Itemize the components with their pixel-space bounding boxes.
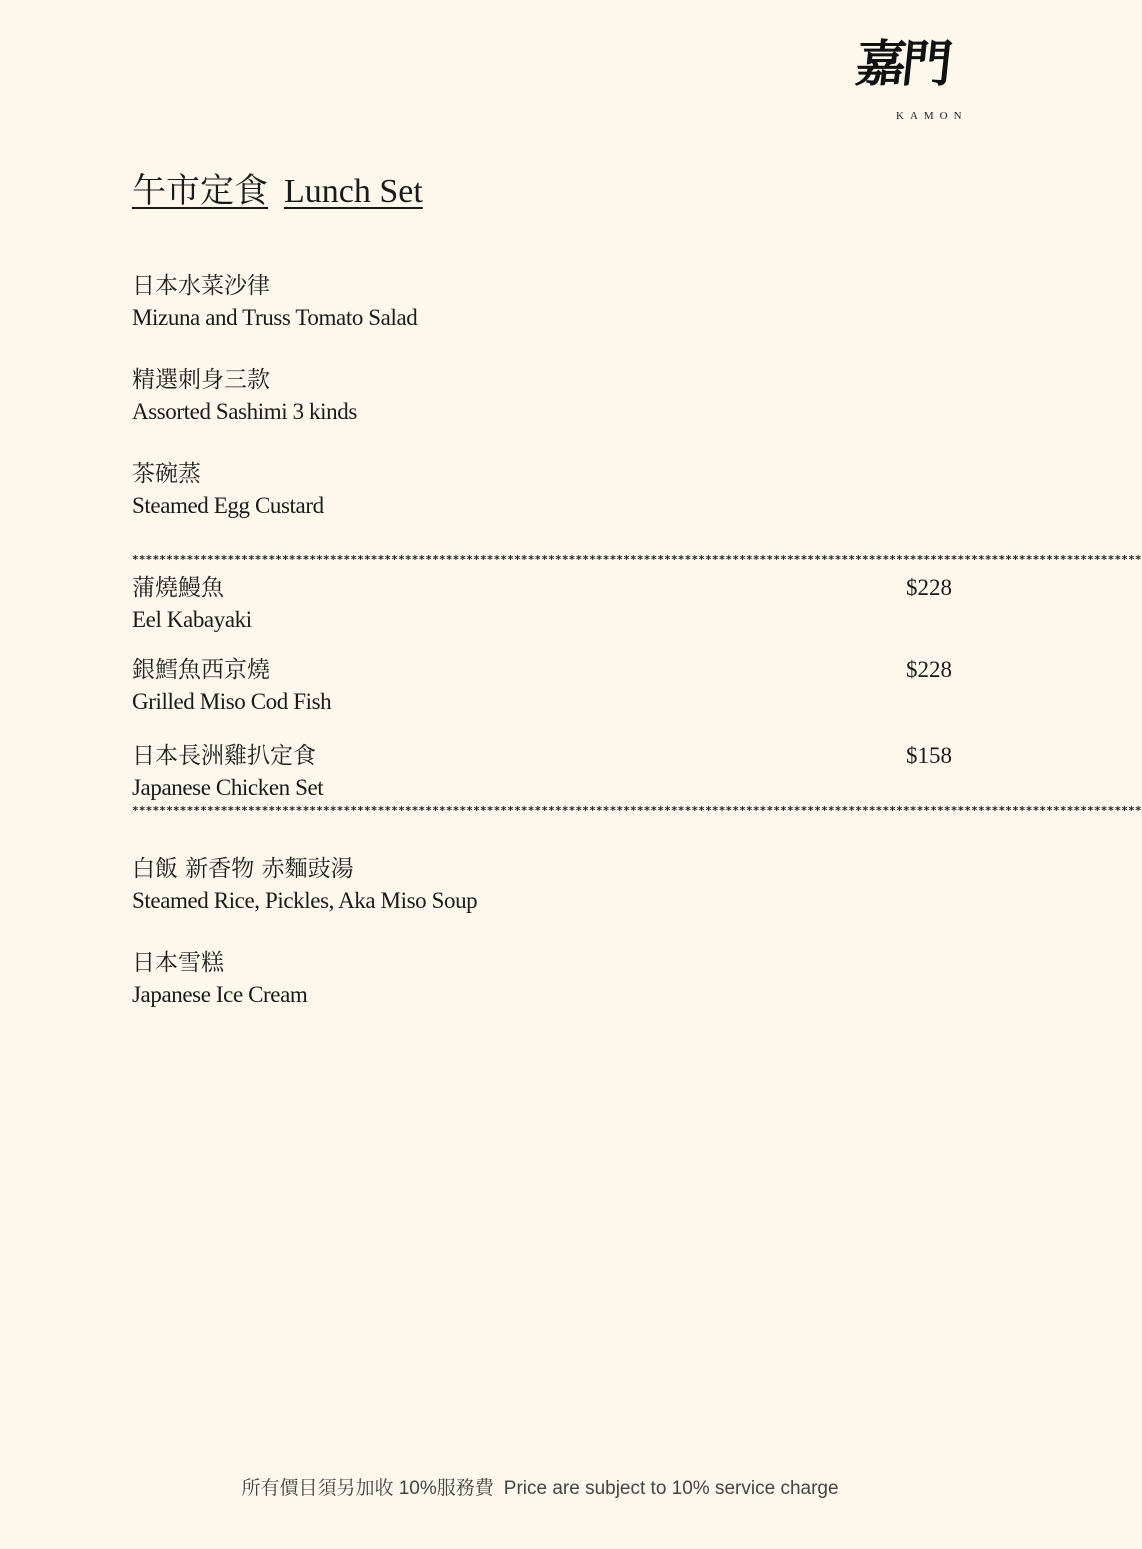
side-zh: 日本雪糕 xyxy=(132,950,224,976)
main-item xyxy=(132,574,952,634)
separator-top: **************************************************************************************************************************************************** xyxy=(132,553,1142,566)
footer-en: Price are subject to 10% service charge xyxy=(503,1478,839,1499)
side-item xyxy=(132,855,952,915)
main-zh: 日本長洲雞扒定食 xyxy=(132,743,316,769)
logo-subtitle: KAMON xyxy=(896,110,968,122)
course-en: Mizuna and Truss Tomato Salad xyxy=(132,305,418,330)
course-zh: 日本水菜沙律 xyxy=(132,273,270,299)
main-price: $158 xyxy=(906,743,952,768)
course-item xyxy=(132,272,952,332)
course-zh: 茶碗蒸 xyxy=(132,461,201,487)
main-price: $228 xyxy=(906,657,952,682)
course-en: Steamed Egg Custard xyxy=(132,493,324,518)
main-zh: 銀鱈魚西京燒 xyxy=(132,657,270,683)
title-en: Lunch Set xyxy=(284,173,423,210)
course-item xyxy=(132,460,952,520)
footer-zh: 所有價目須另加收 10%服務費 xyxy=(241,1478,494,1499)
course-en: Assorted Sashimi 3 kinds xyxy=(132,399,357,424)
main-price: $228 xyxy=(906,575,952,600)
main-en: Eel Kabayaki xyxy=(132,607,252,632)
page-title xyxy=(132,172,423,212)
kamon-logo xyxy=(848,36,978,126)
title-zh: 午市定食 xyxy=(132,173,268,210)
side-item xyxy=(132,949,952,1009)
side-en: Steamed Rice, Pickles, Aka Miso Soup xyxy=(132,888,478,913)
side-zh: 白飯 新香物 赤麵豉湯 xyxy=(132,856,354,882)
main-item xyxy=(132,656,952,716)
main-item xyxy=(132,742,952,802)
course-zh: 精選刺身三款 xyxy=(132,367,270,393)
separator-bottom: **************************************************************************************************************************************************** xyxy=(132,804,1142,817)
main-en: Japanese Chicken Set xyxy=(132,775,324,800)
logo-mark: 嘉門 xyxy=(852,34,952,93)
side-en: Japanese Ice Cream xyxy=(132,982,308,1007)
main-en: Grilled Miso Cod Fish xyxy=(132,689,332,714)
service-charge-note xyxy=(0,1476,1080,1502)
main-zh: 蒲燒鰻魚 xyxy=(132,575,224,601)
course-item xyxy=(132,366,952,426)
